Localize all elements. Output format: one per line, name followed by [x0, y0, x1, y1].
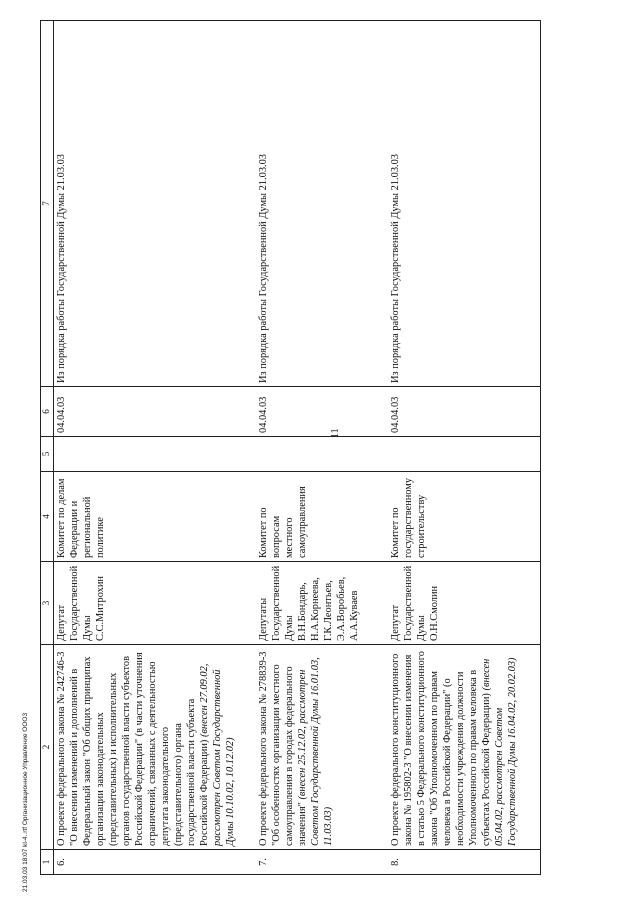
row-number: 6.	[54, 850, 257, 875]
bill-initiator: Депутат Государственной Думы О.Н.Смолин	[388, 562, 541, 645]
page-number: 11	[330, 428, 341, 438]
bill-basis: Из порядка работы Государственной Думы 21.03.03	[54, 21, 257, 387]
column-header-6: 6	[41, 387, 54, 437]
bill-note: (внесен 25.12.02, рассмотрен Советом Государственной Думы 16.01.03, 11.03.03)	[297, 657, 334, 846]
bill-committee: Комитет по делам Федерации и региональной политике	[54, 472, 257, 562]
bill-committee: Комитет по государственному строительству	[388, 472, 541, 562]
bill-title: О проекте федерального закона № 278839-3 "Об особенностях организации местного самоуправления в городах федерального значения"	[258, 651, 308, 846]
bill-title: О проекте федерального закона № 242746-3 "О внесении изменений и дополнений в Федеральный закон "Об общих принципах организации законодательных (представительных) и исполнительных органов государственной власти субъектов Российской Федерации" (в части уточнения ограничений, связанных с деятельностью депутата законодательного (представительного) органа государственной власти субъекта Российской Федерации)	[56, 651, 210, 846]
bill-col5	[388, 437, 541, 472]
column-header-3: 3	[41, 562, 54, 645]
bill-note: (внесен 05.04.02, рассмотрен Советом Государственной Думы 16.04.02, 20.02.03)	[481, 657, 518, 846]
document-page	[40, 20, 600, 875]
bill-basis: Из порядка работы Государственной Думы 21.03.03	[256, 21, 388, 387]
bill-note: (внесен 27.09.02, рассмотрен Советом Государственной Думы 10.10.02, 10.12.02)	[199, 663, 236, 846]
bill-col5	[54, 437, 257, 472]
bill-col5	[256, 437, 388, 472]
bill-description	[388, 645, 541, 850]
bills-table	[40, 20, 541, 875]
column-header-7: 7	[41, 21, 54, 387]
column-header-2: 2	[41, 645, 54, 850]
footer-meta: 21.03.03 18:07 kl-4..rtf Организационное Управление ООО3	[22, 712, 29, 892]
bill-title: О проекте федерального конституционного закона № 195802-3 "О внесении изменения в статью 5 Федерального конституционного закона "Об Уполномоченном по правам человека в Российской Федерации" (о необходимости учреждения должности Уполномоченного по правам человека в субъектах Российской Федерации)	[390, 651, 492, 846]
column-header-5: 5	[41, 437, 54, 472]
bill-initiator: Депутат Государственной Думы С.С.Митрохин	[54, 562, 257, 645]
row-number: 7.	[256, 850, 388, 875]
bill-description	[54, 645, 257, 850]
bill-date: 04.04.03	[54, 387, 257, 437]
bill-committee: Комитет по вопросам местного самоуправления	[256, 472, 388, 562]
bill-date: 04.04.03	[256, 387, 388, 437]
table-row	[256, 21, 388, 875]
table-row	[388, 21, 541, 875]
bill-date: 04.04.03	[388, 387, 541, 437]
bill-initiator: Депутаты Государственной Думы В.Н.Бондарь, Н.А.Корнеева, Г.К.Леонтьев, Э.А.Воробьев, А.А.Куваев	[256, 562, 388, 645]
table-row	[54, 21, 257, 875]
bill-basis: Из порядка работы Государственной Думы 21.03.03	[388, 21, 541, 387]
table-header-row	[41, 21, 54, 875]
bill-description	[256, 645, 388, 850]
column-header-4: 4	[41, 472, 54, 562]
column-header-1: 1	[41, 850, 54, 875]
row-number: 8.	[388, 850, 541, 875]
